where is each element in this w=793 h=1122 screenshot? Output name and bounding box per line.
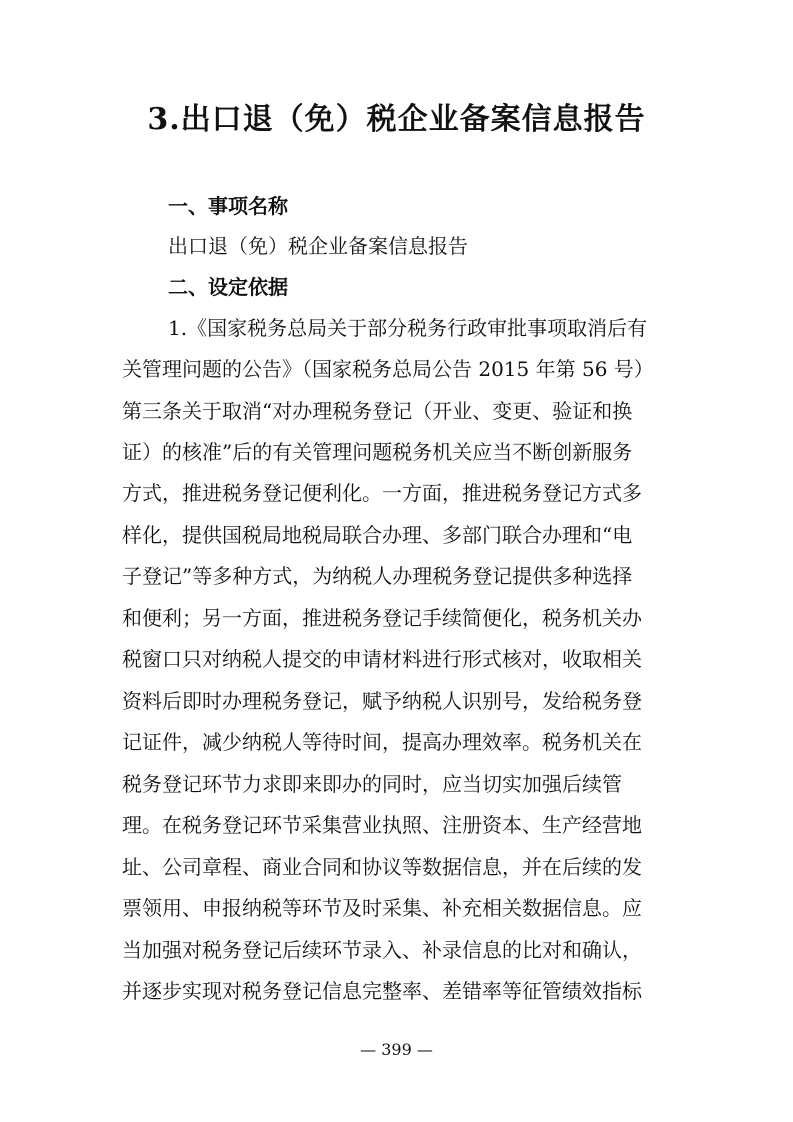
paragraph-line: 税务登记环节力求即来即办的同时，应当切实加强后续管: [122, 772, 622, 796]
paragraph-line: 票领用、申报纳税等环节及时采集、补充相关数据信息。应: [122, 896, 642, 920]
paragraph-line: 址、公司章程、商业合同和协议等数据信息，并在后续的发: [122, 855, 642, 879]
paragraph-line: 样化，提供国税局地税局联合办理、多部门联合办理和“电: [122, 523, 633, 547]
section-heading-legal-basis: 二、设定依据: [168, 275, 288, 299]
paragraph-line: 关管理问题的公告》（国家税务总局公告 2015 年第 56 号）: [122, 357, 654, 381]
paragraph-line: 当加强对税务登记后续环节录入、补录信息的比对和确认，: [122, 938, 642, 962]
page-title: 3.出口退（免）税企业备案信息报告: [147, 102, 646, 137]
item-name-content: 出口退（免）税企业备案信息报告: [168, 234, 468, 258]
paragraph-line: 记证件，减少纳税人等待时间，提高办理效率。税务机关在: [122, 730, 642, 754]
paragraph-line: 1.《国家税务总局关于部分税务行政审批事项取消后有: [168, 316, 648, 340]
paragraph-line: 资料后即时办理税务登记，赋予纳税人识别号，发给税务登: [122, 689, 642, 713]
paragraph-line: 子登记”等多种方式，为纳税人办理税务登记提供多种选择: [122, 564, 633, 588]
paragraph-line: 和便利；另一方面，推进税务登记手续简便化，税务机关办: [122, 606, 642, 630]
paragraph-line: 并逐步实现对税务登记信息完整率、差错率等征管绩效指标: [122, 979, 642, 1003]
section-heading-item-name: 一、事项名称: [168, 194, 288, 218]
page-number: — 399 —: [360, 1040, 433, 1059]
paragraph-line: 理。在税务登记环节采集营业执照、注册资本、生产经营地: [122, 813, 642, 837]
paragraph-line: 税窗口只对纳税人提交的申请材料进行形式核对，收取相关: [122, 647, 642, 671]
paragraph-line: 第三条关于取消“对办理税务登记（开业、变更、验证和换: [122, 399, 633, 423]
paragraph-line: 方式，推进税务登记便利化。一方面，推进税务登记方式多: [122, 481, 642, 505]
paragraph-line: 证）的核准”后的有关管理问题税务机关应当不断创新服务: [122, 440, 633, 464]
